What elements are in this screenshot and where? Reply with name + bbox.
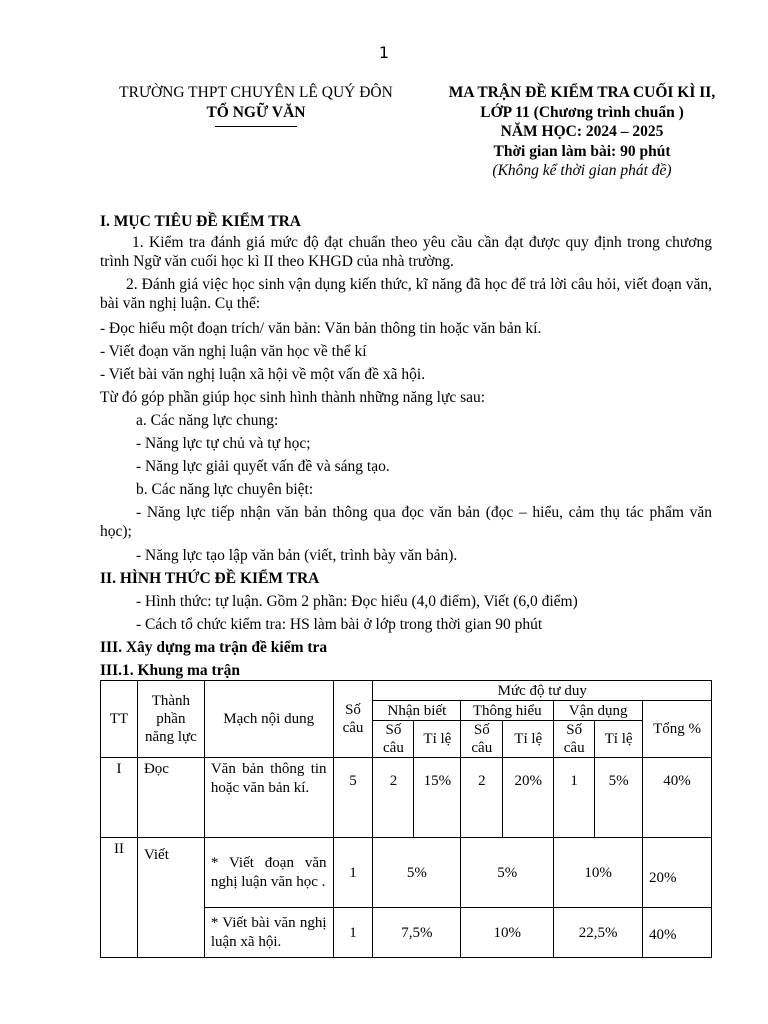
- cell-competency: Viết: [137, 838, 204, 958]
- specific-competency-heading: b. Các năng lực chuyên biệt:: [136, 481, 314, 498]
- specific-competency-item: - Năng lực tiếp nhận văn bản thông qua đọc văn bản (đọc – hiểu, cảm thụ tác phẩm văn học);: [100, 504, 712, 540]
- cell-total: 40%: [643, 908, 712, 958]
- section3-subheading: III.1. Khung ma trận: [100, 662, 240, 679]
- objective-paragraph-1: 1. Kiểm tra đánh giá mức độ đạt chuẩn theo yêu cầu cần đạt được quy định trong chương trình Ngữ văn cuối học kì II theo KHGD của nhà trường.: [100, 234, 712, 270]
- table-row: [101, 758, 712, 838]
- header-application-count: Số câu: [554, 721, 595, 758]
- exam-matrix-table: [100, 680, 712, 958]
- header-total: Tổng %: [643, 701, 712, 758]
- cell-comprehension-ratio: 10%: [461, 908, 554, 958]
- bullet-essay-writing: - Viết bài văn nghị luận xã hội về một vấn đề xã hội.: [100, 366, 426, 383]
- cell-comprehension-ratio: 5%: [461, 838, 554, 908]
- header-recognition-count: Số câu: [373, 721, 414, 758]
- exam-organization-line: - Cách tổ chức kiểm tra: HS làm bài ở lớp trong thời gian 90 phút: [136, 616, 543, 633]
- specific-competency-item: - Năng lực tạo lập văn bản (viết, trình bày văn bản).: [136, 547, 458, 564]
- cell-application-ratio: 22,5%: [554, 908, 643, 958]
- cell-application-ratio: 10%: [554, 838, 643, 908]
- cell-question-count: 1: [333, 838, 373, 908]
- general-competency-item: - Năng lực tự chủ và tự học;: [136, 435, 311, 452]
- header-application-ratio: Tỉ lệ: [595, 721, 643, 758]
- section3-heading: III. Xây dựng ma trận đề kiểm tra: [100, 639, 328, 656]
- cell-application-count: 1: [554, 758, 595, 838]
- header-comprehension-ratio: Tỉ lệ: [503, 721, 554, 758]
- header-tt: TT: [101, 681, 138, 758]
- cell-question-count: 5: [333, 758, 373, 838]
- header-application: Vận dụng: [554, 701, 643, 721]
- header-question-count: Số câu: [333, 681, 373, 758]
- cell-tt: I: [101, 758, 138, 838]
- department-name: TỔ NGỮ VĂN: [206, 104, 306, 121]
- school-name: TRƯỜNG THPT CHUYÊN LÊ QUÝ ĐÔN: [119, 84, 393, 101]
- duration-note: (Không kể thời gian phát đề): [492, 162, 672, 179]
- header-comprehension-count: Số câu: [461, 721, 503, 758]
- general-competency-heading: a. Các năng lực chung:: [136, 412, 279, 429]
- doc-title-line1: MA TRẬN ĐỀ KIỂM TRA CUỐI KÌ II,: [448, 84, 716, 101]
- header-underline: [215, 126, 297, 127]
- school-year: NĂM HỌC: 2024 – 2025: [500, 123, 664, 140]
- cell-comprehension-ratio: 20%: [503, 758, 554, 838]
- doc-title-line2: LỚP 11 (Chương trình chuẩn ): [480, 103, 684, 121]
- cell-recognition-count: 2: [373, 758, 414, 838]
- cell-question-count: 1: [333, 908, 373, 958]
- cell-recognition-ratio: 5%: [373, 838, 461, 908]
- exam-format-line: - Hình thức: tự luận. Gồm 2 phần: Đọc hiểu (4,0 điểm), Viết (6,0 điểm): [136, 593, 578, 610]
- header-thinking-level: Mức độ tư duy: [373, 681, 712, 701]
- cell-application-ratio: 5%: [595, 758, 643, 838]
- cell-content: Văn bản thông tin hoặc văn bản kí.: [204, 758, 333, 838]
- cell-total: 20%: [643, 838, 712, 908]
- header-right: [426, 83, 738, 181]
- bullet-reading: - Đọc hiểu một đoạn trích/ văn bản: Văn bản thông tin hoặc văn bản kí.: [100, 320, 542, 337]
- cell-tt: II: [101, 838, 138, 958]
- cell-content: * Viết đoạn văn nghị luận văn học .: [204, 838, 333, 908]
- cell-competency: Đọc: [137, 758, 204, 838]
- exam-duration: Thời gian làm bài: 90 phút: [493, 142, 671, 160]
- page-number: 1: [378, 43, 390, 62]
- cell-recognition-ratio: 15%: [414, 758, 461, 838]
- cell-total: 40%: [643, 758, 712, 838]
- section1-heading: I. MỤC TIÊU ĐỀ KIỂM TRA: [100, 213, 301, 230]
- competency-lead: Từ đó góp phần giúp học sinh hình thành những năng lực sau:: [100, 389, 486, 406]
- bullet-paragraph-writing: - Viết đoạn văn nghị luận văn học về thể kí: [100, 343, 367, 360]
- cell-comprehension-count: 2: [461, 758, 503, 838]
- table-header-row: [101, 681, 712, 701]
- general-competency-item: - Năng lực giải quyết vấn đề và sáng tạo.: [136, 458, 390, 475]
- objective-paragraph-2: 2. Đánh giá việc học sinh vận dụng kiến thức, kĩ năng đã học để trả lời câu hỏi, viết đoạn văn, bài văn nghị luận. Cụ thể:: [100, 276, 712, 312]
- header-competency: Thành phần năng lực: [137, 681, 204, 758]
- header-recognition-ratio: Tỉ lệ: [414, 721, 461, 758]
- section2-heading: II. HÌNH THỨC ĐỀ KIỂM TRA: [100, 570, 320, 587]
- cell-content: * Viết bài văn nghị luận xã hội.: [204, 908, 333, 958]
- header-comprehension: Thông hiểu: [461, 701, 554, 721]
- header-content: Mạch nội dung: [204, 681, 333, 758]
- table-row: [101, 838, 712, 908]
- document-body: [100, 210, 712, 682]
- cell-recognition-ratio: 7,5%: [373, 908, 461, 958]
- header-left: [100, 83, 412, 127]
- header-recognition: Nhận biết: [373, 701, 461, 721]
